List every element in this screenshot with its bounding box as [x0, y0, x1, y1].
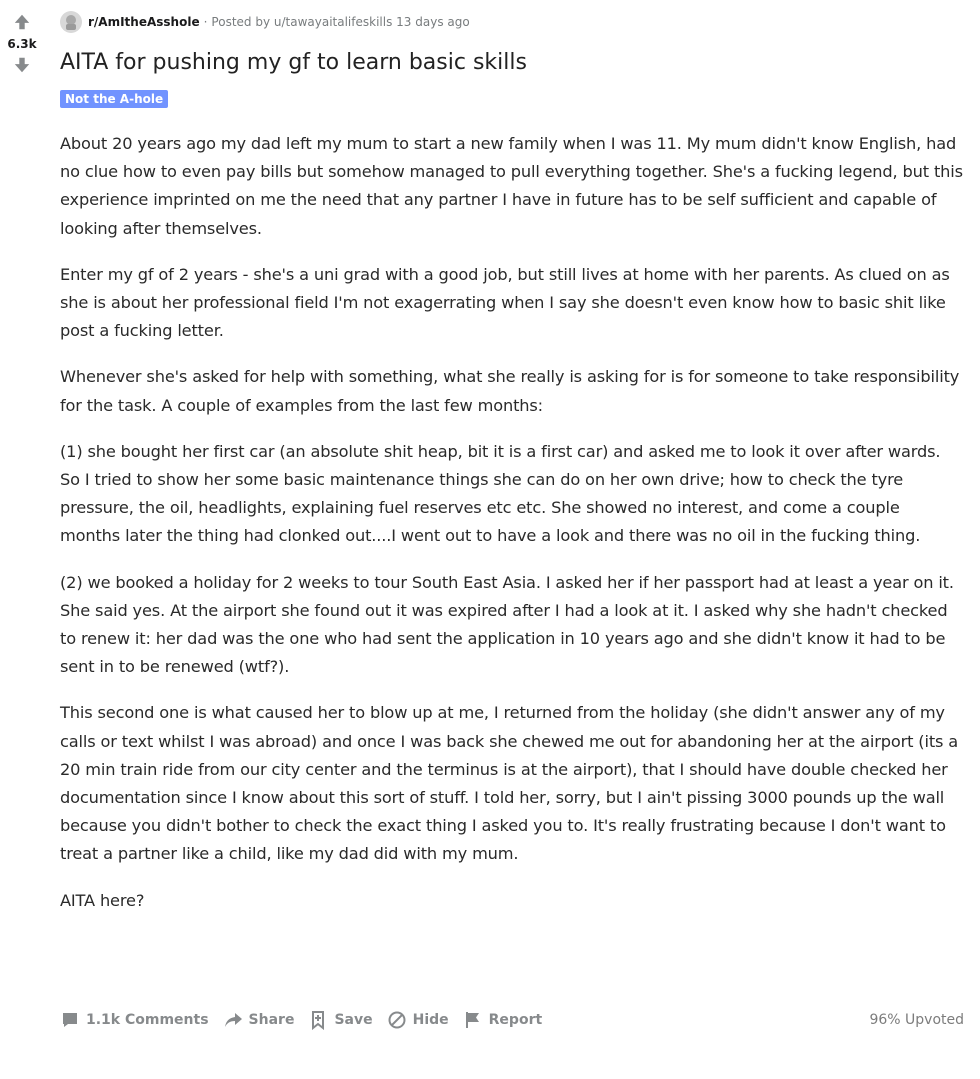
vote-column [0, 10, 44, 77]
post-flair[interactable]: Not the A-hole [60, 90, 168, 108]
comments-button[interactable] [60, 1010, 209, 1030]
save-label: Save [334, 1012, 373, 1028]
post-body [60, 130, 964, 915]
upvote-arrow-icon[interactable] [10, 10, 34, 34]
share-label: Share [248, 1012, 295, 1028]
hide-button[interactable] [387, 1010, 449, 1030]
post-meta [60, 8, 964, 36]
posted-by[interactable]: Posted by u/tawayaitalifeskills [211, 15, 393, 29]
post-paragraph: Whenever she's asked for help with something, what she really is asking for is for someone to take responsibility for the task. A couple of examples from the last few months: [60, 367, 960, 415]
post-time [392, 15, 469, 29]
report-button[interactable] [463, 1010, 543, 1030]
report-label: Report [488, 1012, 543, 1028]
save-button[interactable] [308, 1010, 372, 1030]
subreddit-link[interactable]: r/AmItheAsshole [88, 15, 200, 29]
post-content [60, 8, 964, 933]
post-time-text: 13 days ago [396, 15, 470, 29]
post-paragraph: About 20 years ago my dad left my mum to start a new family when I was 11. My mum didn't know English, had no clue how to even pay bills but somehow managed to pull everything together. She's a fucking legend, but this experience imprinted on me the need that any partner I have in future has to be self sufficient and capable of looking after themselves. [60, 134, 963, 238]
subreddit-icon[interactable] [60, 11, 82, 33]
post-paragraph: This second one is what caused her to blow up at me, I returned from the holiday (she didn't answer any of my calls or text whilst I was abroad) and once I was back she chewed me out for abandoning her at the airport (its a 20 min train ride from our city center and the terminus is at the airport), that I should have double checked her documentation since I know about this sort of stuff. I told her, sorry, but I ain't pissing 3000 pounds up the wall because you didn't bother to check the exact thing I asked you to. It's really frustrating because I don't want to treat a partner like a child, like my dad did with my mum. [60, 703, 959, 864]
hide-label: Hide [412, 1012, 449, 1028]
comment-icon [60, 1010, 80, 1030]
meta-separator: · [203, 15, 208, 29]
post-actions [60, 1008, 964, 1032]
post-paragraph: (2) we booked a holiday for 2 weeks to tour South East Asia. I asked her if her passport had at least a year on it. She said yes. At the airport she found out it was expired after I had a look at it. I asked why she hadn't checked to renew it: her dad was the one who had sent the application in 10 years ago and she didn't know it had to be sent in to be renewed (wtf?). [60, 572, 954, 677]
post-title[interactable]: AITA for pushing my gf to learn basic skills [60, 50, 527, 75]
hide-icon [387, 1010, 407, 1030]
upvote-ratio: 96% Upvoted [869, 1012, 964, 1028]
downvote-arrow-icon[interactable] [10, 53, 34, 77]
share-icon [223, 1010, 243, 1030]
save-icon [308, 1010, 328, 1030]
post-paragraph: (1) she bought her first car (an absolute shit heap, bit it is a first car) and asked me to look it over after wards. So I tried to show her some basic maintenance things she can do on her own drive; how to check the tyre pressure, the oil, headlights, explaining fuel reserves etc etc. She showed no interest, and come a couple months later the thing had clonked out....I went out to have a look and there was no oil in the fucking thing. [60, 441, 941, 546]
comments-label: 1.1k Comments [86, 1012, 209, 1028]
vote-score: 6.3k [7, 37, 37, 51]
report-icon [463, 1010, 483, 1030]
post-paragraph: Enter my gf of 2 years - she's a uni grad with a good job, but still lives at home with her parents. As clued on as she is about her professional field I'm not exagerrating when I say she doesn't even know how to basic shit like post a fucking letter. [60, 264, 950, 341]
post-paragraph: AITA here? [60, 890, 145, 910]
share-button[interactable] [223, 1010, 295, 1030]
